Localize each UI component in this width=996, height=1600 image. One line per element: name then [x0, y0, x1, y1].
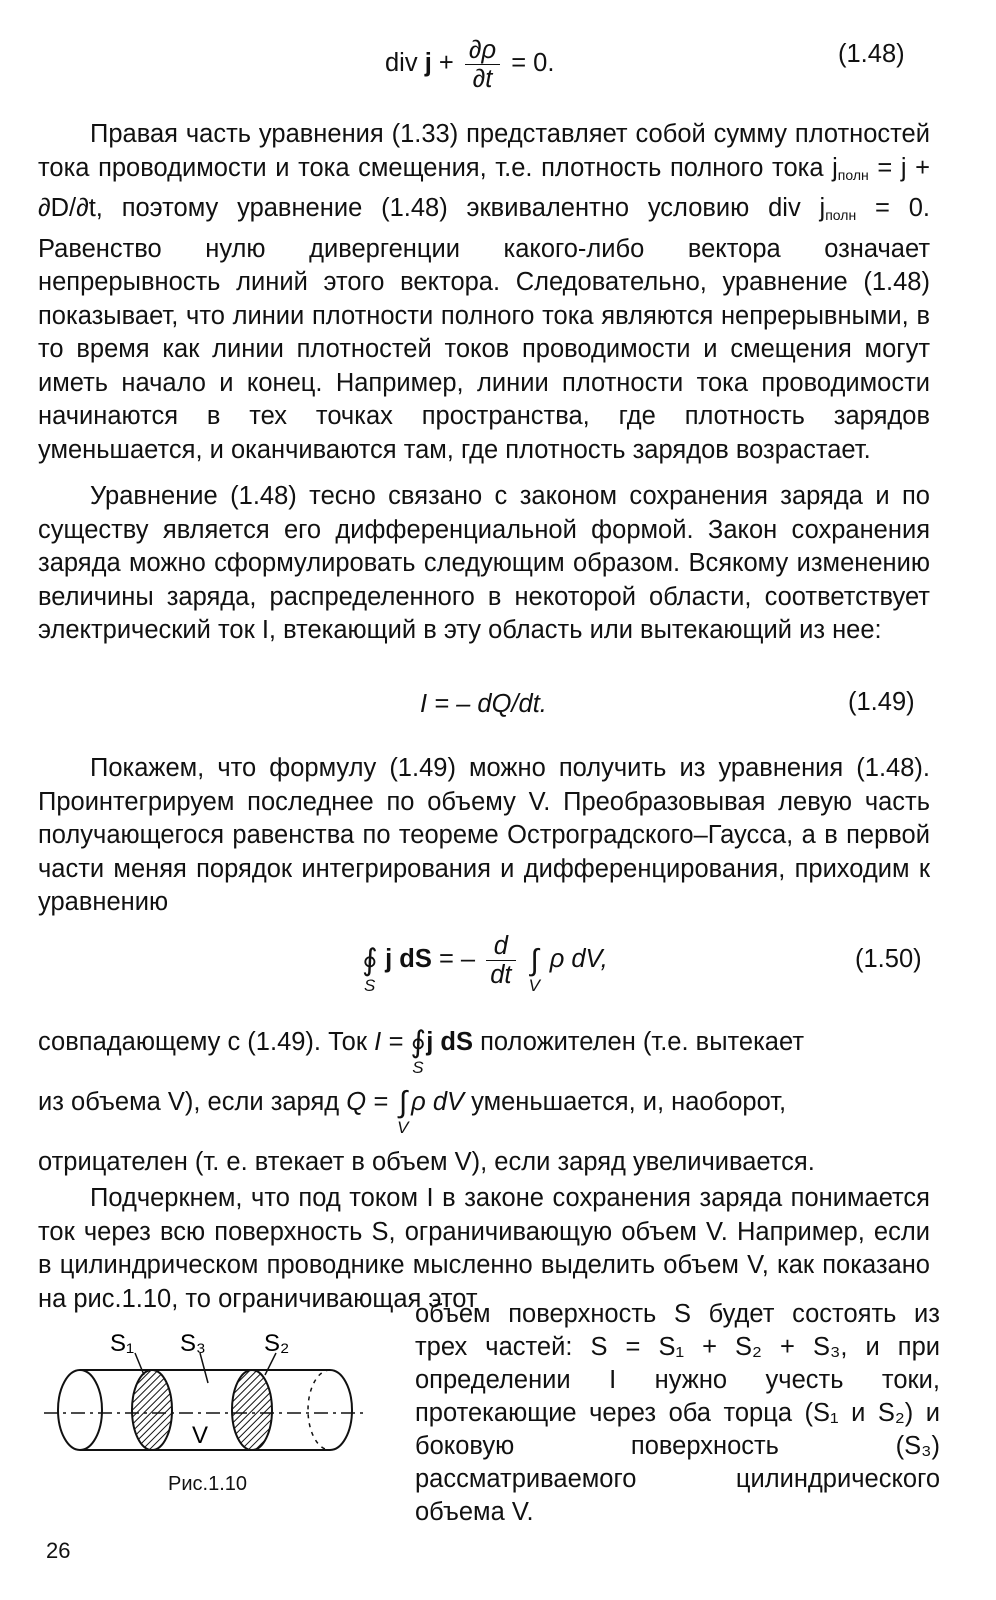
line1-oint-limit: S	[412, 1058, 424, 1078]
para1-mid: = j + ∂D/∂t, поэтому уравнение (1.48) эквивалентно условию div j	[38, 153, 931, 222]
cross-section-s1	[132, 1370, 172, 1450]
closed-integral	[362, 943, 378, 995]
para1-text: Правая часть уравнения (1.33) представляет собой сумму плотностей тока проводимости и тока смещения, т.е. плотность полного тока j	[38, 120, 930, 182]
line2-b: уменьшается, и, наоборот,	[464, 1088, 787, 1116]
line1-b: положителен (т.е. вытекает	[473, 1028, 805, 1056]
label-s2: S₂	[264, 1330, 290, 1357]
oint-limit: S	[364, 975, 376, 995]
eq-dt: dt	[490, 961, 512, 989]
eq-fraction	[465, 36, 500, 93]
int-symbol: ∫	[530, 943, 539, 977]
equation-number-1-50: (1.50)	[855, 945, 922, 973]
eq-d: d	[486, 932, 515, 961]
line1-oint-symbol: ∮	[410, 1026, 427, 1060]
paragraph-2: Уравнение (1.48) тесно связано с законом сохранения заряда и по существу является его дифференциальной формой. Закон сохранения заряда можно сформулировать следующим образом. Всякому изменению величины заряда, распределенного в некоторой области, соответствует электрический ток I, втекающий в эту область или вытекающий из нее:	[38, 482, 930, 644]
figure-caption: Рис.1.10	[168, 1473, 247, 1495]
label-s3: S₃	[180, 1330, 206, 1357]
equation-number-1-48: (1.48)	[838, 40, 905, 68]
line1-i: I =	[374, 1028, 411, 1056]
eq-rho-dv: ρ dV,	[549, 945, 608, 974]
para1-sub1: полн	[837, 166, 869, 183]
int-limit: V	[528, 975, 540, 995]
paragraph-3: Покажем, что формулу (1.49) можно получить из уравнения (1.48). Проинтегрируем последнее по объему V. Преобразовывая левую часть получающегося равенства по теореме Остроградского–Гаусса, а в первой части меняя порядок интегрирования и дифференцирования, приходим к уравнению	[38, 754, 930, 916]
line2-a: из объема V), если заряд	[38, 1088, 347, 1116]
eq-right: = 0.	[511, 49, 555, 78]
text-line-2	[38, 1086, 787, 1138]
paragraph-5: объем поверхность S будет состоять из трех частей: S = S₁ + S₂ + S₃, и при определении I нужно учесть токи, протекающие через оба торца (S₁ и S₂) и боковую поверхность (S₃) рассматриваемого цилиндрического объема V.	[415, 1300, 940, 1526]
eq-numerator: ∂ρ	[465, 36, 500, 65]
cylinder-figure	[40, 1325, 370, 1470]
eq-div: div	[385, 49, 425, 78]
para1-sub2: полн	[825, 207, 857, 223]
eq-plus: +	[438, 49, 454, 78]
eq-denominator: ∂t	[472, 65, 493, 93]
eq-fraction-d-dt	[486, 932, 515, 989]
equation-1-49: I = – dQ/dt.	[420, 690, 547, 718]
paragraph-4: Подчеркнем, что под током I в законе сохранения заряда понимается ток через всю поверхность S, ограничивающую объем V. Например, если в цилиндрическом проводнике мысленно выделить объем V, как показано на рис.1.10, то ограничивающая этот	[38, 1184, 930, 1313]
label-s1: S₁	[110, 1330, 135, 1357]
text-line-1	[38, 1026, 805, 1078]
cross-section-s2	[232, 1370, 272, 1450]
equation-number-1-49: (1.49)	[848, 688, 915, 716]
para1-rest: = 0. Равенство нулю дивергенции какого-либо вектора означает непрерывность линий этого вектора. Следовательно, уравнение (1.48) показывает, что линии плотности полного тока являются непрерывными, в то время как линии плотностей токов проводимости и смещения могут иметь начало и конец. Например, линии плотности тока проводимости начинаются в тех точках пространства, где плотность зарядов уменьшается, и оканчиваются там, где плотность зарядов возрастает.	[38, 194, 930, 464]
line1-jds: j dS	[426, 1028, 474, 1056]
volume-integral	[527, 943, 543, 995]
line2-q: Q =	[346, 1088, 396, 1116]
text-line-3: отрицателен (т. е. втекает в объем V), если заряд увеличивается.	[38, 1148, 815, 1176]
page-number: 26	[46, 1538, 71, 1563]
leader-s1	[135, 1353, 144, 1375]
eq-jds: j dS	[385, 945, 432, 974]
line2-int-limit: V	[397, 1118, 409, 1138]
line2-int	[395, 1086, 411, 1138]
eq-equals: = –	[438, 945, 476, 974]
equation-1-48	[385, 36, 554, 93]
line1-a: совпадающему с (1.49). Ток	[38, 1028, 375, 1056]
line2-rho: ρ dV	[411, 1088, 465, 1116]
eq-j: j	[424, 49, 432, 78]
oint-symbol: ∮	[362, 943, 378, 977]
line1-oint	[410, 1026, 427, 1078]
leader-s3	[200, 1353, 208, 1383]
label-v: V	[192, 1422, 209, 1449]
equation-1-50	[362, 932, 608, 995]
paragraph-1	[38, 118, 930, 467]
line2-int-symbol: ∫	[399, 1086, 408, 1120]
